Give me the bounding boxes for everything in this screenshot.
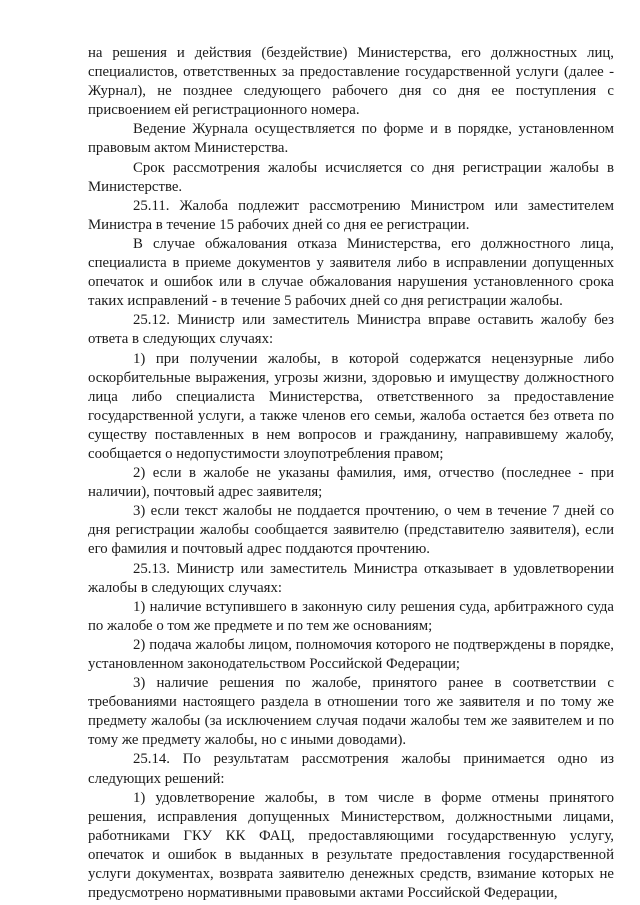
paragraph-continuation: на решения и действия (бездействие) Министерства, его должностных лиц, специалистов, ответственных за предоставление государственной услуги (далее - Журнал), не позднее следующего рабочего дня со дня ее поступления с присвоением ей регистрационного номера. <box>88 45 614 119</box>
paragraph-25-12-item-2: 2) если в жалобе не указаны фамилия, имя, отчество (последнее - при наличии), почтовый адрес заявителя; <box>88 465 614 501</box>
paragraph-25-13: 25.13. Министр или заместитель Министра отказывает в удовлетворении жалобы в следующих случаях: <box>88 560 614 596</box>
paragraph-journal-maintenance: Ведение Журнала осуществляется по форме и в порядке, установленном правовым актом Министерства. <box>88 121 614 157</box>
paragraph-25-13-item-1: 1) наличие вступившего в законную силу решения суда, арбитражного суда по жалобе о том же предмете и по тем же основаниям; <box>88 598 614 634</box>
paragraph-25-13-item-2: 2) подача жалобы лицом, полномочия которого не подтверждены в порядке, установленном законодательством Российской Федерации; <box>88 636 614 672</box>
paragraph-refusal-appeal: В случае обжалования отказа Министерства, его должностного лица, специалиста в приеме документов у заявителя либо в исправлении допущенных опечаток и ошибок или в случае обжалования нарушения установленного срока таких исправлений - в течение 5 рабочих дней со дня регистрации жалобы. <box>88 235 614 310</box>
document-page <box>88 44 614 903</box>
paragraph-25-12: 25.12. Министр или заместитель Министра вправе оставить жалобу без ответа в следующих случаях: <box>88 312 614 348</box>
paragraph-25-14-item-1: 1) удовлетворение жалобы, в том числе в форме отмены принятого решения, исправления допущенных Министерством, должностными лицами, работниками ГКУ КК ФАЦ, предоставляющими государственную услугу, опечаток и ошибок в выданных в результате предоставления государственной услуги документах, возврата заявителю денежных средств, взимание которых не предусмотрено нормативными правовыми актами Российской Федерации, <box>88 789 614 902</box>
paragraph-review-period-start: Срок рассмотрения жалобы исчисляется со дня регистрации жалобы в Министерстве. <box>88 159 614 195</box>
paragraph-25-14: 25.14. По результатам рассмотрения жалобы принимается одно из следующих решений: <box>88 751 614 787</box>
paragraph-25-11: 25.11. Жалоба подлежит рассмотрению Министром или заместителем Министра в течение 15 рабочих дней со дня ее регистрации. <box>88 197 614 233</box>
paragraph-25-12-item-3: 3) если текст жалобы не поддается прочтению, о чем в течение 7 дней со дня регистрации жалобы сообщается заявителю (представителю заявителя), если его фамилия и почтовый адрес поддаются прочтению. <box>88 503 614 558</box>
paragraph-25-12-item-1: 1) при получении жалобы, в которой содержатся нецензурные либо оскорбительные выражения, угрозы жизни, здоровью и имуществу должностного лица либо специалиста Министерства, ответственного за предоставление государственной услуги, а также членов его семьи, жалоба остается без ответа по существу поставленных в нем вопросов и гражданину, направившему жалобу, сообщается о недопустимости злоупотребления правом; <box>88 350 614 462</box>
paragraph-25-13-item-3: 3) наличие решения по жалобе, принятого ранее в соответствии с требованиями настоящего раздела в отношении того же заявителя и по тому же предмету жалобы (за исключением случая подачи жалобы тем же заявителем и по тому же предмету жалобы, но с иными доводами). <box>88 675 614 749</box>
